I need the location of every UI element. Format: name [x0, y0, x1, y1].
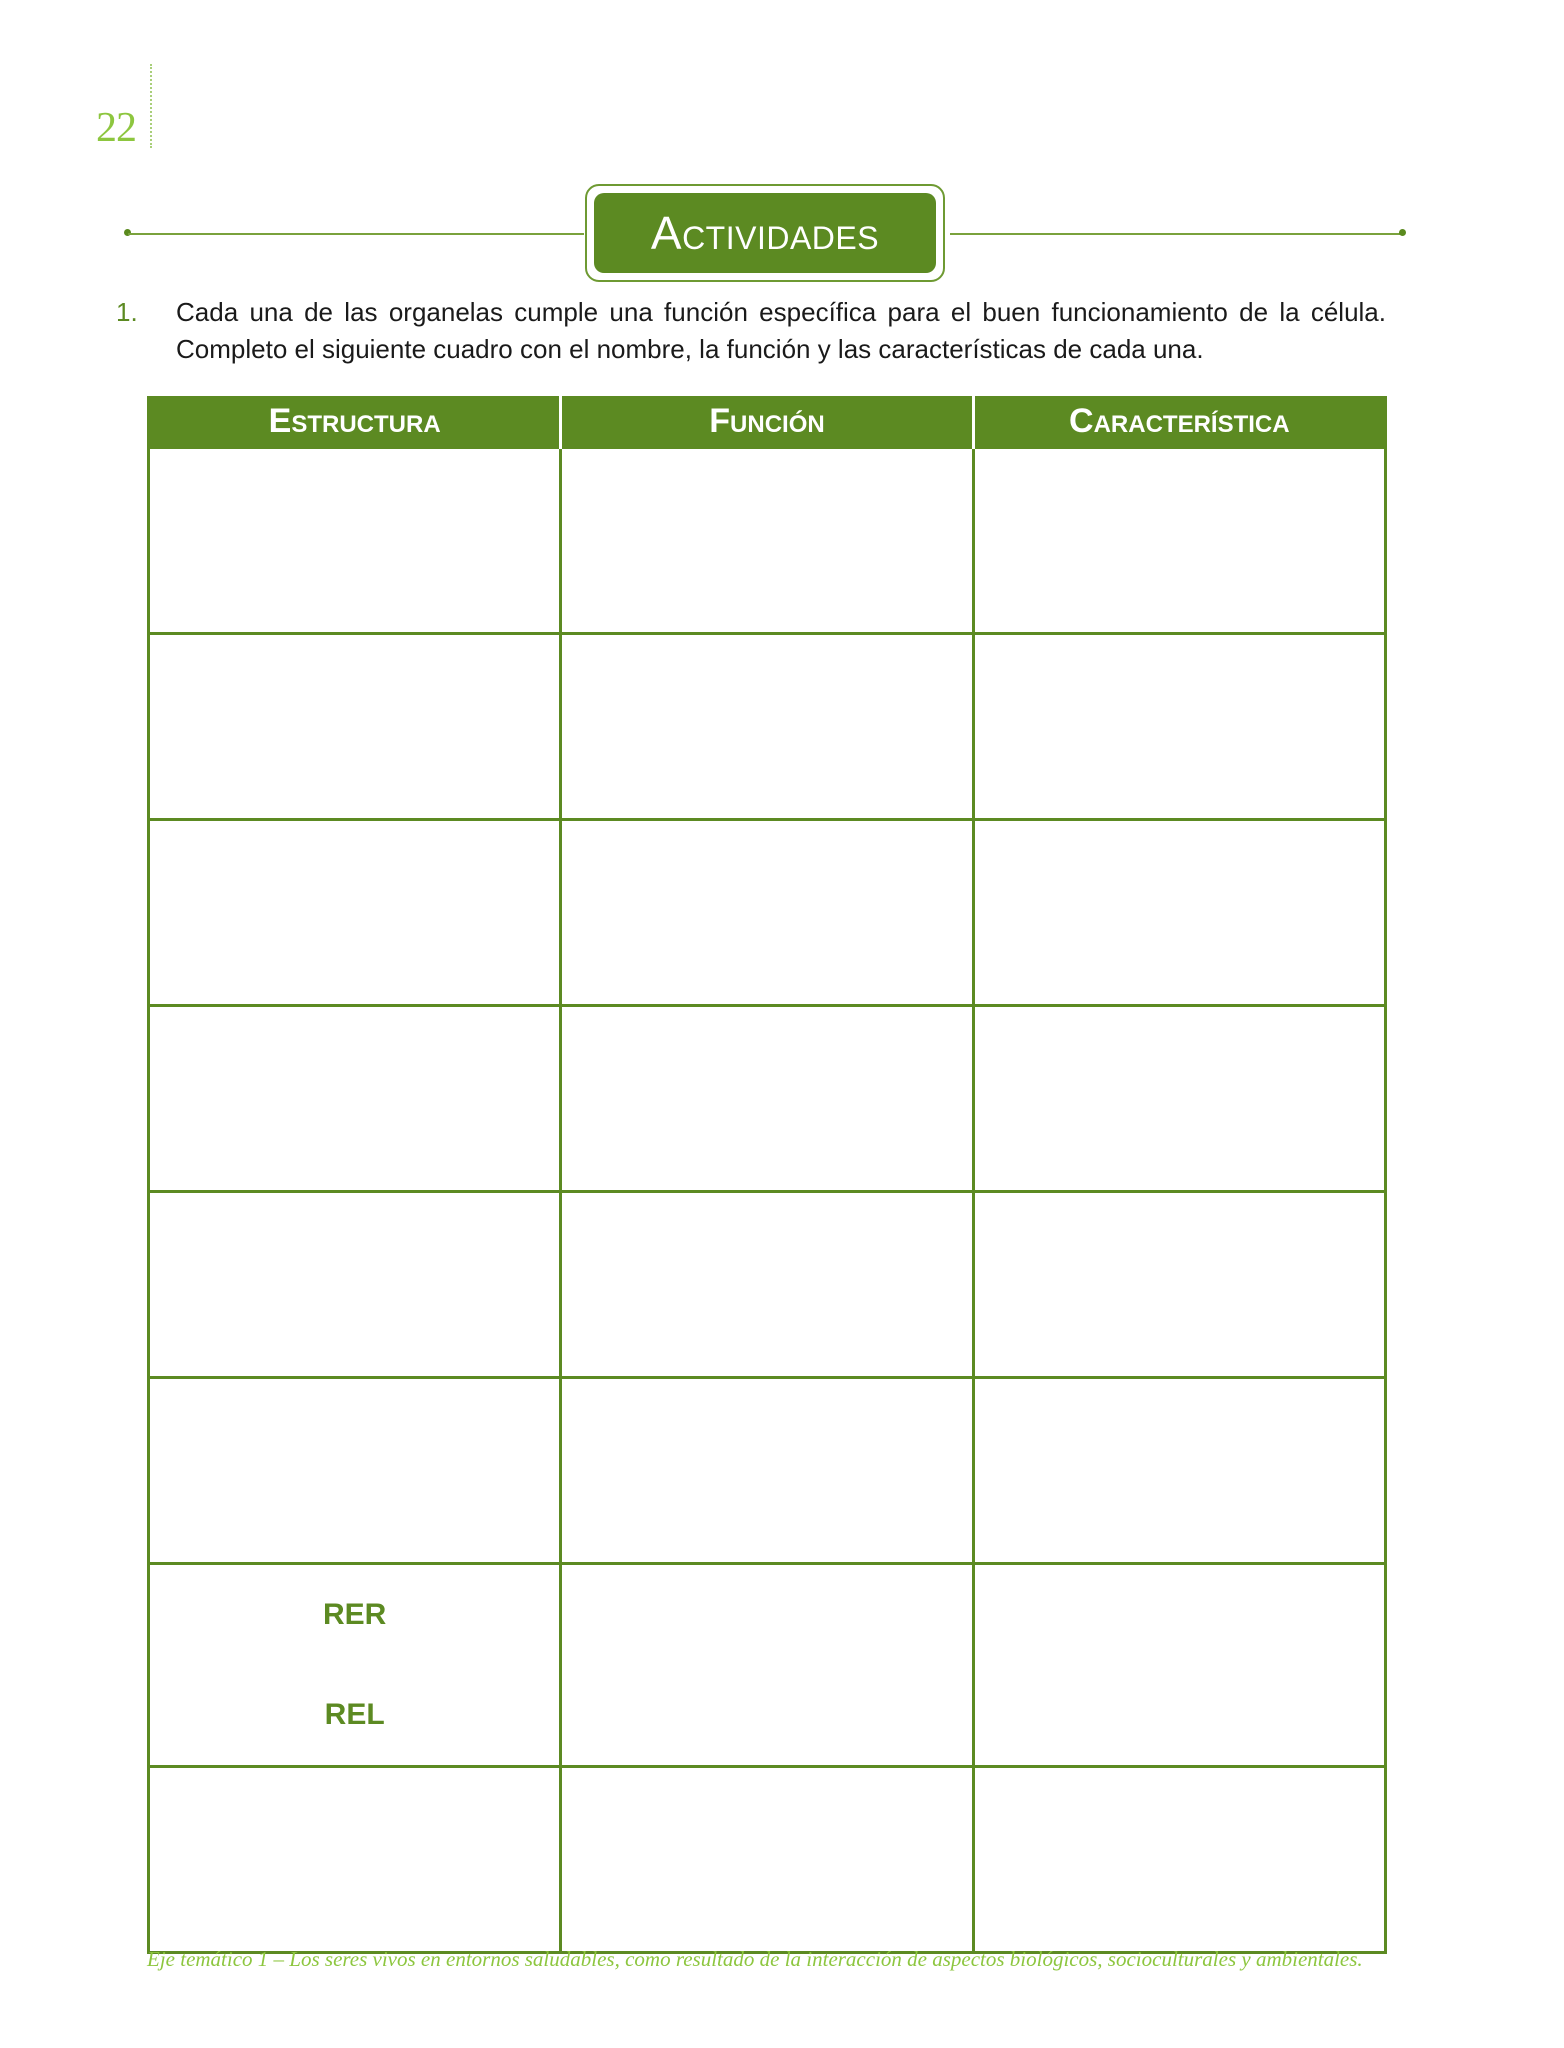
cell-caracteristica[interactable]: [973, 1006, 1385, 1192]
organelle-table: [147, 396, 1387, 1954]
cell-funcion[interactable]: [561, 1192, 973, 1378]
page-number-divider: [150, 64, 152, 148]
cell-caracteristica[interactable]: [973, 1564, 1385, 1767]
instruction-text: Cada una de las organelas cumple una función específica para el buen funcionamiento de la célula. Completo el siguiente cuadro con el nombre, la función y las características de cada una.: [176, 297, 1386, 364]
header-funcion: Función: [561, 396, 973, 448]
cell-estructura[interactable]: [149, 1767, 561, 1953]
cell-funcion[interactable]: [561, 820, 973, 1006]
cell-funcion[interactable]: [561, 448, 973, 634]
table-body: [149, 448, 1386, 1953]
cell-funcion[interactable]: [561, 1006, 973, 1192]
table-row: [149, 1192, 1386, 1378]
section-title-badge: [585, 184, 945, 282]
table-header-row: [149, 396, 1386, 448]
cell-estructura[interactable]: [149, 1192, 561, 1378]
section-title: Actividades: [594, 193, 936, 273]
instruction: [116, 294, 1386, 368]
cell-caracteristica[interactable]: [973, 1192, 1385, 1378]
header-caracteristica: Característica: [973, 396, 1385, 448]
instruction-number: 1.: [116, 297, 138, 327]
cell-funcion[interactable]: [561, 634, 973, 820]
structure-label: RER: [322, 1598, 387, 1631]
title-rule-left: [128, 233, 584, 235]
cell-caracteristica[interactable]: [973, 820, 1385, 1006]
table-row: [149, 1564, 1386, 1767]
cell-estructura[interactable]: [149, 448, 561, 634]
cell-funcion[interactable]: [561, 1564, 973, 1767]
instruction-text-block: [116, 294, 1386, 368]
cell-funcion[interactable]: [561, 1378, 973, 1564]
table-row: [149, 1378, 1386, 1564]
cell-estructura[interactable]: [149, 1006, 561, 1192]
structure-label: REL: [324, 1698, 385, 1731]
table-row: [149, 634, 1386, 820]
cell-caracteristica[interactable]: [973, 634, 1385, 820]
cell-estructura[interactable]: [149, 634, 561, 820]
header-estructura: Estructura: [149, 396, 561, 448]
table-row: [149, 448, 1386, 634]
footer-caption: Eje temático 1 – Los seres vivos en entornos saludables, como resultado de la interacción de aspectos biológicos, socioculturales y ambientales.: [147, 1947, 1363, 1971]
cell-caracteristica[interactable]: [973, 448, 1385, 634]
cell-estructura[interactable]: [149, 820, 561, 1006]
table-row: [149, 1767, 1386, 1953]
title-rule-dot-right: [1399, 229, 1406, 236]
cell-caracteristica[interactable]: [973, 1378, 1385, 1564]
cell-estructura[interactable]: [149, 1378, 561, 1564]
cell-funcion[interactable]: [561, 1767, 973, 1953]
title-rule-right: [950, 233, 1402, 235]
table-row: [149, 820, 1386, 1006]
page-number: 22: [96, 105, 136, 151]
cell-estructura[interactable]: [149, 1564, 561, 1767]
table-row: [149, 1006, 1386, 1192]
cell-caracteristica[interactable]: [973, 1767, 1385, 1953]
